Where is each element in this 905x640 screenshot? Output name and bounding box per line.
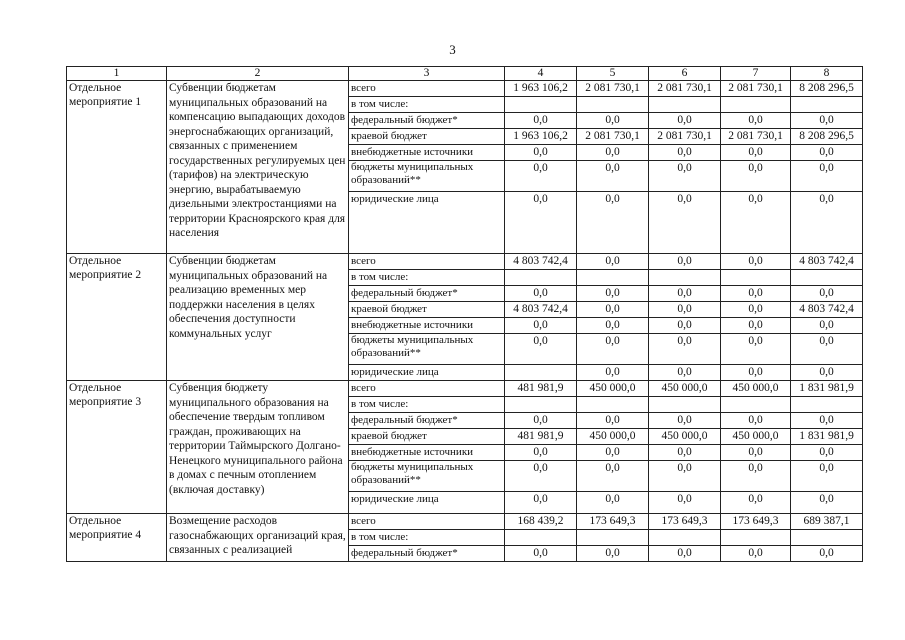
amount-cell: 1 831 981,9 [791,429,863,445]
funding-source: бюджеты муниципальных образований** [349,334,505,365]
amount-cell: 0,0 [721,302,791,318]
amount-cell: 481 981,9 [505,429,577,445]
amount-cell: 689 387,1 [791,514,863,530]
amount-cell: 450 000,0 [721,429,791,445]
amount-cell [505,97,577,113]
amount-cell: 0,0 [649,192,721,254]
amount-cell: 450 000,0 [577,381,649,397]
amount-cell: 0,0 [505,461,577,492]
amount-cell: 0,0 [577,461,649,492]
table-row [67,254,863,270]
amount-cell: 0,0 [577,286,649,302]
amount-cell [577,397,649,413]
amount-cell: 0,0 [649,492,721,514]
amount-cell: 173 649,3 [649,514,721,530]
event-description: Субвенция бюджету муниципального образования на обеспечение твердым топливом граждан, проживающих на территории Таймырского Долгано-Ненецкого муниципального района в домах с печным отоплением (включая доставку) [167,381,349,514]
amount-cell [577,97,649,113]
amount-cell: 0,0 [791,365,863,381]
amount-cell: 0,0 [791,113,863,129]
amount-cell: 0,0 [505,192,577,254]
amount-cell: 173 649,3 [577,514,649,530]
amount-cell: 0,0 [791,492,863,514]
amount-cell [505,397,577,413]
amount-cell [791,397,863,413]
funding-source: в том числе: [349,530,505,546]
amount-cell: 0,0 [721,445,791,461]
amount-cell: 0,0 [505,113,577,129]
funding-source: внебюджетные источники [349,318,505,334]
amount-cell: 0,0 [649,445,721,461]
amount-cell: 2 081 730,1 [577,129,649,145]
amount-cell: 0,0 [791,161,863,192]
amount-cell [721,270,791,286]
amount-cell: 0,0 [505,318,577,334]
amount-cell: 0,0 [649,302,721,318]
event-title: Отдельное мероприятие 1 [67,81,167,254]
amount-cell: 0,0 [649,254,721,270]
amount-cell [505,365,577,381]
amount-cell: 0,0 [577,413,649,429]
amount-cell [649,397,721,413]
table-row [67,81,863,97]
funding-source: краевой бюджет [349,129,505,145]
amount-cell: 8 208 296,5 [791,81,863,97]
amount-cell [649,270,721,286]
amount-cell: 0,0 [505,161,577,192]
amount-cell: 0,0 [577,334,649,365]
page-number: 3 [449,42,456,57]
amount-cell: 0,0 [791,334,863,365]
event-description: Субвенции бюджетам муниципальных образований на реализацию временных мер поддержки населения в целях обеспечения доступности коммунальных услуг [167,254,349,381]
header-cell: 2 [167,67,349,81]
amount-cell: 1 831 981,9 [791,381,863,397]
amount-cell: 2 081 730,1 [721,81,791,97]
funding-source: юридические лица [349,192,505,254]
funding-source: всего [349,381,505,397]
funding-source: краевой бюджет [349,302,505,318]
amount-cell: 0,0 [649,318,721,334]
header-cell: 8 [791,67,863,81]
funding-source: бюджеты муниципальных образований** [349,161,505,192]
amount-cell: 0,0 [577,192,649,254]
funding-source: в том числе: [349,397,505,413]
amount-cell: 0,0 [721,192,791,254]
header-cell: 7 [721,67,791,81]
header-row [67,67,863,81]
amount-cell: 0,0 [577,365,649,381]
amount-cell: 0,0 [505,413,577,429]
amount-cell: 2 081 730,1 [577,81,649,97]
event-description: Возмещение расходов газоснабжающих организаций края, связанных с реализацией [167,514,349,562]
table-row [67,514,863,530]
budget-table [66,66,863,562]
amount-cell: 0,0 [721,318,791,334]
funding-source: краевой бюджет [349,429,505,445]
amount-cell: 0,0 [649,334,721,365]
amount-cell [505,270,577,286]
amount-cell: 0,0 [721,113,791,129]
amount-cell: 0,0 [791,413,863,429]
funding-source: всего [349,254,505,270]
amount-cell: 0,0 [577,445,649,461]
amount-cell [721,397,791,413]
amount-cell: 0,0 [721,492,791,514]
funding-source: федеральный бюджет* [349,413,505,429]
funding-source: бюджеты муниципальных образований** [349,461,505,492]
amount-cell: 2 081 730,1 [649,81,721,97]
amount-cell: 0,0 [505,546,577,562]
amount-cell: 0,0 [505,492,577,514]
amount-cell: 0,0 [505,145,577,161]
amount-cell: 0,0 [577,546,649,562]
amount-cell: 0,0 [721,546,791,562]
funding-source: в том числе: [349,97,505,113]
amount-cell: 0,0 [721,286,791,302]
amount-cell: 0,0 [505,334,577,365]
event-title: Отдельное мероприятие 4 [67,514,167,562]
amount-cell: 0,0 [721,161,791,192]
funding-source: юридические лица [349,365,505,381]
amount-cell: 0,0 [649,546,721,562]
amount-cell: 0,0 [791,145,863,161]
funding-source: внебюджетные источники [349,145,505,161]
header-cell: 5 [577,67,649,81]
amount-cell [649,530,721,546]
event-description: Субвенции бюджетам муниципальных образований на компенсацию выпадающих доходов энергоснабжающих организаций, связанных с применением государственных регулируемых цен (тарифов) на электрическую энергию, вырабатываемую дизельными электростанциями на территории Красноярского края для населения [167,81,349,254]
amount-cell [721,97,791,113]
amount-cell: 0,0 [791,192,863,254]
header-cell: 3 [349,67,505,81]
event-title: Отдельное мероприятие 3 [67,381,167,514]
amount-cell: 0,0 [649,286,721,302]
amount-cell: 0,0 [649,113,721,129]
header-cell: 1 [67,67,167,81]
table-row [67,381,863,397]
amount-cell: 0,0 [577,254,649,270]
amount-cell: 0,0 [649,413,721,429]
amount-cell: 0,0 [505,286,577,302]
funding-source: всего [349,81,505,97]
amount-cell: 450 000,0 [649,429,721,445]
amount-cell: 0,0 [791,286,863,302]
funding-source: федеральный бюджет* [349,113,505,129]
amount-cell: 0,0 [577,145,649,161]
header-cell: 4 [505,67,577,81]
amount-cell: 2 081 730,1 [721,129,791,145]
amount-cell: 8 208 296,5 [791,129,863,145]
header-cell: 6 [649,67,721,81]
funding-source: внебюджетные источники [349,445,505,461]
amount-cell: 1 963 106,2 [505,81,577,97]
amount-cell: 450 000,0 [721,381,791,397]
amount-cell: 0,0 [791,318,863,334]
funding-source: федеральный бюджет* [349,286,505,302]
amount-cell: 0,0 [721,334,791,365]
amount-cell: 0,0 [649,365,721,381]
amount-cell: 0,0 [649,461,721,492]
amount-cell: 4 803 742,4 [791,302,863,318]
funding-source: юридические лица [349,492,505,514]
amount-cell: 1 963 106,2 [505,129,577,145]
amount-cell: 0,0 [577,302,649,318]
amount-cell [791,97,863,113]
amount-cell: 0,0 [791,445,863,461]
amount-cell [791,270,863,286]
amount-cell [791,530,863,546]
amount-cell: 173 649,3 [721,514,791,530]
amount-cell: 0,0 [577,161,649,192]
amount-cell [577,270,649,286]
amount-cell: 4 803 742,4 [791,254,863,270]
amount-cell: 0,0 [721,461,791,492]
amount-cell: 0,0 [721,145,791,161]
funding-source: в том числе: [349,270,505,286]
amount-cell: 2 081 730,1 [649,129,721,145]
amount-cell: 0,0 [649,145,721,161]
amount-cell: 0,0 [721,254,791,270]
amount-cell: 0,0 [649,161,721,192]
amount-cell: 0,0 [791,546,863,562]
amount-cell: 0,0 [791,461,863,492]
amount-cell: 0,0 [505,445,577,461]
event-title: Отдельное мероприятие 2 [67,254,167,381]
amount-cell [577,530,649,546]
funding-source: всего [349,514,505,530]
funding-source: федеральный бюджет* [349,546,505,562]
amount-cell: 0,0 [721,365,791,381]
amount-cell: 4 803 742,4 [505,254,577,270]
amount-cell: 450 000,0 [649,381,721,397]
amount-cell: 0,0 [577,492,649,514]
amount-cell: 0,0 [577,113,649,129]
amount-cell: 4 803 742,4 [505,302,577,318]
amount-cell [505,530,577,546]
amount-cell [721,530,791,546]
amount-cell: 0,0 [721,413,791,429]
amount-cell: 168 439,2 [505,514,577,530]
amount-cell: 481 981,9 [505,381,577,397]
amount-cell [649,97,721,113]
amount-cell: 450 000,0 [577,429,649,445]
amount-cell: 0,0 [577,318,649,334]
